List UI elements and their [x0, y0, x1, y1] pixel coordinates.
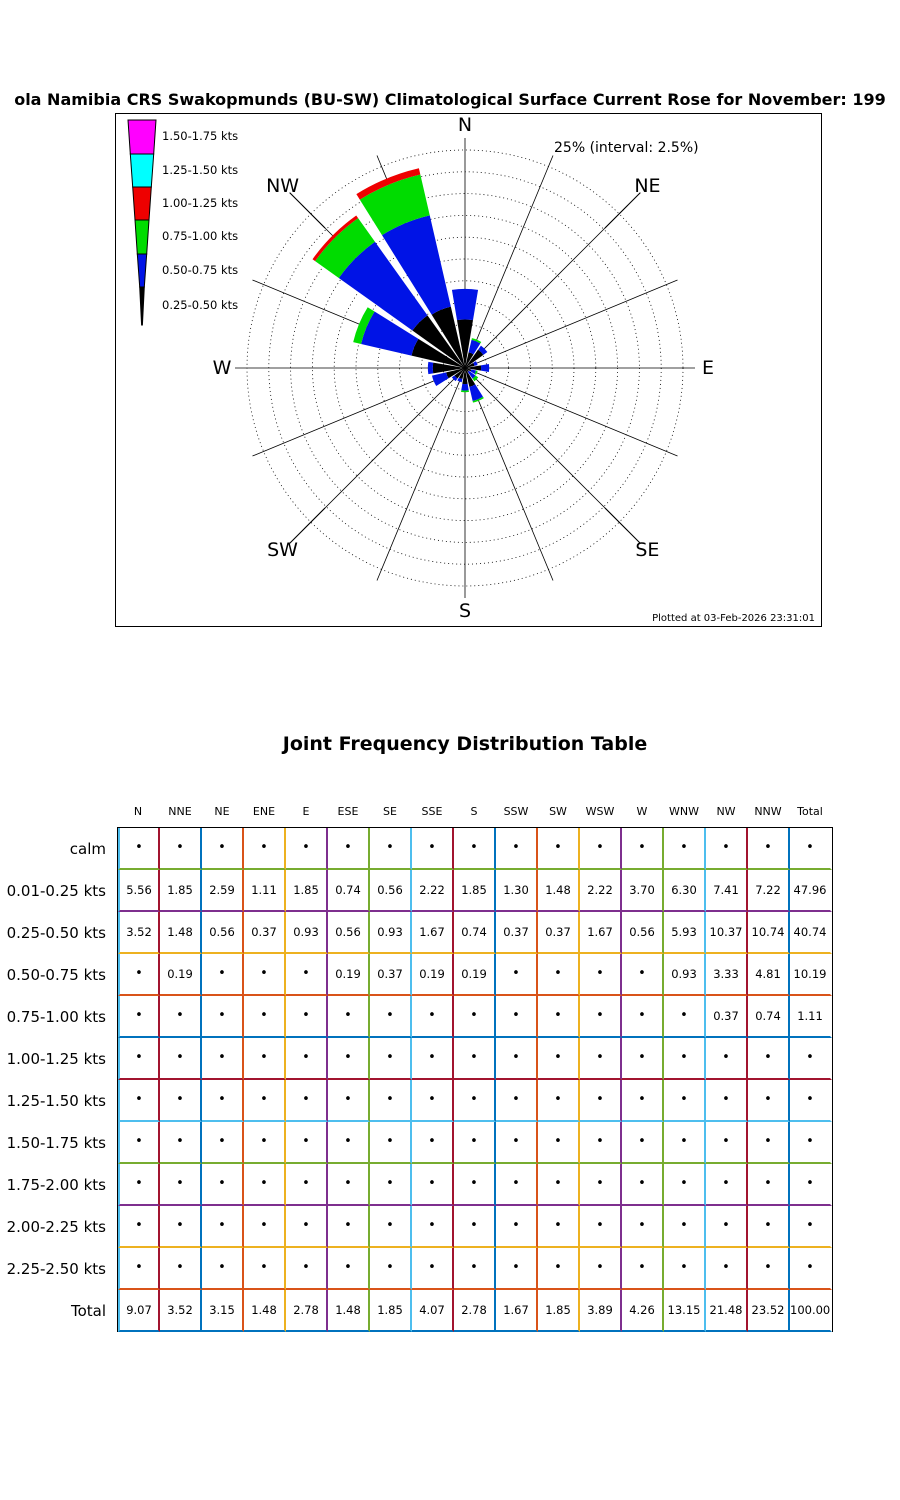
table-cell: • [370, 1206, 412, 1248]
table-cell: 0.19 [160, 954, 202, 996]
table-cell: • [538, 996, 580, 1038]
table-cell: • [496, 828, 538, 870]
table-cell: • [706, 1164, 748, 1206]
table-cell: • [286, 1080, 328, 1122]
table-cell: • [118, 1122, 160, 1164]
table-cell: • [580, 828, 622, 870]
plotted-at-note: Plotted at 03-Feb-2026 23:31:01 [652, 613, 815, 624]
table-cell: • [244, 1038, 286, 1080]
column-header: NNE [168, 805, 192, 818]
table-cell: • [286, 1164, 328, 1206]
compass-label-sw: SW [267, 539, 298, 562]
column-header: Total [797, 805, 823, 818]
table-cell: • [622, 1206, 664, 1248]
column-header: SSE [421, 805, 443, 818]
table-cell: • [664, 1164, 706, 1206]
table-cell: • [328, 1038, 370, 1080]
table-cell: • [202, 1248, 244, 1290]
table-cell: • [790, 1080, 832, 1122]
table-cell: • [496, 1206, 538, 1248]
table-cell: 7.22 [748, 870, 790, 912]
compass-label-w: W [212, 357, 232, 379]
compass-label-e: E [701, 357, 714, 379]
table-cell: • [580, 954, 622, 996]
table-cell: • [748, 1206, 790, 1248]
table-cell: • [622, 1164, 664, 1206]
table-cell: 1.48 [244, 1290, 286, 1332]
table-cell: • [160, 1080, 202, 1122]
table-cell: 1.11 [790, 996, 832, 1038]
table-cell: 2.22 [412, 870, 454, 912]
table-cell: • [664, 1248, 706, 1290]
table-cell: • [118, 1164, 160, 1206]
table-cell: • [412, 1080, 454, 1122]
table-row-labels [0, 828, 106, 1332]
table-cell: • [118, 1080, 160, 1122]
table-cell: • [538, 828, 580, 870]
table-cell: • [706, 1080, 748, 1122]
table-cell: 10.19 [790, 954, 832, 996]
table-cell: • [244, 954, 286, 996]
table-cell: 0.74 [748, 996, 790, 1038]
table-cell: • [370, 1248, 412, 1290]
current-rose-chart [115, 113, 822, 627]
table-cell: • [664, 1206, 706, 1248]
table-cell: 3.15 [202, 1290, 244, 1332]
table-cell: 3.33 [706, 954, 748, 996]
column-header: NW [716, 805, 736, 818]
table-cell: 0.37 [370, 954, 412, 996]
table-cell: • [160, 828, 202, 870]
table-cell: • [580, 1038, 622, 1080]
legend-swatch [140, 287, 145, 325]
table-cell: • [454, 1122, 496, 1164]
table-cell: 1.85 [454, 870, 496, 912]
table-cell: • [790, 828, 832, 870]
table-cell: • [118, 1038, 160, 1080]
table-cell: • [370, 1164, 412, 1206]
compass-label-se: SE [635, 539, 660, 562]
table-cell: 6.30 [664, 870, 706, 912]
column-header: NE [214, 805, 230, 818]
table-cell: • [496, 1080, 538, 1122]
table-column-headers [117, 801, 831, 823]
column-header: SE [383, 805, 397, 818]
table-cell: • [412, 1122, 454, 1164]
table-cell: • [706, 1122, 748, 1164]
table-cell: • [538, 1164, 580, 1206]
table-cell: • [664, 996, 706, 1038]
table-cell: 3.52 [118, 912, 160, 954]
table-cell: • [454, 828, 496, 870]
table-cell: • [160, 1122, 202, 1164]
table-cell: • [286, 1038, 328, 1080]
table-cell: 1.48 [538, 870, 580, 912]
table-cell: • [664, 828, 706, 870]
column-header: SW [549, 805, 567, 818]
table-cell: 0.19 [412, 954, 454, 996]
table-cell: • [580, 1248, 622, 1290]
table-cell: • [370, 1080, 412, 1122]
petal-wsw [432, 372, 449, 386]
table-cell: 1.48 [328, 1290, 370, 1332]
table-cell: • [202, 1164, 244, 1206]
table-cell: • [622, 1122, 664, 1164]
table-cell: • [244, 1248, 286, 1290]
table-cell: 9.07 [118, 1290, 160, 1332]
column-header: SSW [503, 805, 529, 818]
row-label: 0.25-0.50 kts [6, 924, 106, 942]
table-cell: • [370, 1122, 412, 1164]
table-cell: • [160, 996, 202, 1038]
compass-label-s: S [458, 600, 472, 622]
table-cell: 0.37 [706, 996, 748, 1038]
column-header: WSW [585, 805, 615, 818]
table-cell: 2.22 [580, 870, 622, 912]
table-cell: 0.37 [244, 912, 286, 954]
table-cell: • [286, 828, 328, 870]
table-cell: 2.78 [286, 1290, 328, 1332]
table-cell: 13.15 [664, 1290, 706, 1332]
table-cell: • [244, 1122, 286, 1164]
row-label: 2.25-2.50 kts [6, 1260, 106, 1278]
label-leader-line [605, 193, 640, 228]
table-cell: • [538, 1122, 580, 1164]
grid-spoke [465, 205, 628, 368]
table-cell: • [790, 1122, 832, 1164]
table-cell: • [286, 954, 328, 996]
table-cell: • [118, 1248, 160, 1290]
legend-label: 0.75-1.00 kts [162, 229, 239, 243]
table-cell: • [202, 1206, 244, 1248]
table-cell: • [244, 1206, 286, 1248]
table-cell: 0.56 [202, 912, 244, 954]
table-cell: • [748, 1164, 790, 1206]
table-cell: • [622, 954, 664, 996]
legend-swatch [135, 220, 149, 254]
table-cell: • [538, 1206, 580, 1248]
table-cell: • [160, 1038, 202, 1080]
table-cell: 23.52 [748, 1290, 790, 1332]
row-label: calm [69, 840, 106, 858]
table-cell: 5.56 [118, 870, 160, 912]
table-cell: • [118, 828, 160, 870]
table-cell: • [664, 1080, 706, 1122]
table-cell: • [160, 1206, 202, 1248]
table-cell: 1.30 [496, 870, 538, 912]
page-title: ola Namibia CRS Swakopmunds (BU-SW) Climatological Surface Current Rose for November: 199 [14, 90, 886, 109]
table-cell: • [664, 1038, 706, 1080]
grid-spoke [465, 280, 677, 368]
legend-label: 1.50-1.75 kts [162, 129, 239, 143]
table-cell: • [748, 1080, 790, 1122]
table-cell: • [160, 1164, 202, 1206]
legend-label: 1.25-1.50 kts [162, 162, 239, 177]
table-cell: • [328, 828, 370, 870]
table-cell: • [412, 828, 454, 870]
table-cell: 0.37 [538, 912, 580, 954]
table-cell: • [496, 1164, 538, 1206]
table-cell: • [790, 1248, 832, 1290]
table-cell: 21.48 [706, 1290, 748, 1332]
column-header: ESE [337, 805, 359, 818]
table-cell: 0.93 [370, 912, 412, 954]
table-cell: • [412, 1206, 454, 1248]
legend-swatch [137, 254, 146, 287]
table-cell: • [706, 1248, 748, 1290]
table-cell: 0.74 [454, 912, 496, 954]
table-cell: • [496, 1248, 538, 1290]
row-label: 0.01-0.25 kts [6, 882, 106, 900]
table-cell: 3.52 [160, 1290, 202, 1332]
table-cell: 1.85 [160, 870, 202, 912]
table-cell: • [118, 996, 160, 1038]
table-cell: • [118, 954, 160, 996]
row-label: 1.75-2.00 kts [6, 1176, 106, 1194]
table-cell: 10.74 [748, 912, 790, 954]
table-cell: • [580, 1164, 622, 1206]
scale-annotation: 25% (interval: 2.5%) [554, 140, 699, 156]
table-cell: • [286, 1206, 328, 1248]
table-cell: • [328, 1248, 370, 1290]
table-cell: • [538, 1080, 580, 1122]
grid-spoke [302, 368, 465, 531]
table-cell: • [790, 1206, 832, 1248]
legend-swatch [128, 120, 156, 154]
table-cell: 0.37 [496, 912, 538, 954]
column-header: WNW [669, 805, 699, 818]
petal-s [461, 384, 468, 391]
table-cell: 1.85 [538, 1290, 580, 1332]
table-cell: 1.48 [160, 912, 202, 954]
compass-label-n: N [457, 114, 473, 136]
table-cell: • [496, 954, 538, 996]
legend-label: 0.50-0.75 kts [162, 262, 239, 277]
table-cell: 7.41 [706, 870, 748, 912]
table-cell: • [790, 1164, 832, 1206]
table-cell: 0.93 [664, 954, 706, 996]
legend-label: 1.00-1.25 kts [162, 195, 239, 210]
table-cell: • [706, 828, 748, 870]
table-cell: • [202, 996, 244, 1038]
table-cell: • [538, 1038, 580, 1080]
petal-w [428, 362, 433, 374]
table-cell: 1.67 [580, 912, 622, 954]
compass-label-nw: NW [266, 174, 300, 197]
table-cell: 10.37 [706, 912, 748, 954]
table-cell: 2.59 [202, 870, 244, 912]
row-label: 1.50-1.75 kts [6, 1134, 106, 1152]
table-cell: • [412, 1038, 454, 1080]
legend-label: 0.25-0.50 kts [162, 298, 239, 312]
table-cell: • [328, 1122, 370, 1164]
table-cell: 4.26 [622, 1290, 664, 1332]
table-cell: • [202, 954, 244, 996]
petal-e [481, 364, 489, 372]
table-cell: • [580, 1080, 622, 1122]
table-cell: 1.11 [244, 870, 286, 912]
table-cell: 100.00 [790, 1290, 832, 1332]
table-cell: • [202, 1038, 244, 1080]
table-cell: • [202, 1080, 244, 1122]
table-cell: • [244, 1080, 286, 1122]
table-cell: 47.96 [790, 870, 832, 912]
column-header: E [302, 805, 310, 818]
column-header: W [636, 805, 648, 818]
table-cell: • [454, 1248, 496, 1290]
table-cell: • [454, 1164, 496, 1206]
table-cell: • [706, 1206, 748, 1248]
label-leader-line [290, 193, 325, 228]
table-cell: • [328, 996, 370, 1038]
table-cell: • [622, 996, 664, 1038]
table-cell: • [286, 1122, 328, 1164]
table-cell: • [202, 1122, 244, 1164]
table-cell: • [622, 1080, 664, 1122]
table-cell: • [748, 828, 790, 870]
table-cell: 0.19 [454, 954, 496, 996]
table-cell: • [748, 1248, 790, 1290]
table-cell: • [580, 1206, 622, 1248]
table-cell: 40.74 [790, 912, 832, 954]
table-cell: • [244, 828, 286, 870]
table-cell: 3.70 [622, 870, 664, 912]
table-cell: • [286, 996, 328, 1038]
table-cell: 0.56 [622, 912, 664, 954]
grid-spoke [465, 368, 677, 456]
row-label: 1.25-1.50 kts [6, 1092, 106, 1110]
table-cell: • [538, 954, 580, 996]
table-cell: 0.93 [286, 912, 328, 954]
grid-spoke [377, 368, 465, 580]
table-cell: • [790, 1038, 832, 1080]
table-cell: 0.19 [328, 954, 370, 996]
table-cell: • [622, 1038, 664, 1080]
table-cell: 4.07 [412, 1290, 454, 1332]
table-cell: • [286, 1248, 328, 1290]
table-cell: • [580, 1122, 622, 1164]
row-label: 0.75-1.00 kts [6, 1008, 106, 1026]
table-cell: • [496, 996, 538, 1038]
row-label: 1.00-1.25 kts [6, 1050, 106, 1068]
row-label: 0.50-0.75 kts [6, 966, 106, 984]
column-header: S [470, 805, 478, 818]
table-cell: • [748, 1038, 790, 1080]
table-cell: • [160, 1248, 202, 1290]
table-cell: • [118, 1206, 160, 1248]
table-cell: • [496, 1038, 538, 1080]
table-cell: 1.67 [412, 912, 454, 954]
legend-swatch [130, 154, 153, 187]
table-cell: • [622, 1248, 664, 1290]
column-header: N [133, 805, 143, 818]
table-cell: 2.78 [454, 1290, 496, 1332]
petal-n [452, 289, 478, 320]
table-cell: • [454, 1080, 496, 1122]
table-cell: • [370, 828, 412, 870]
table-cell: • [454, 996, 496, 1038]
table-cell: • [370, 996, 412, 1038]
grid-spoke [465, 368, 628, 531]
row-label: 2.00-2.25 kts [6, 1218, 106, 1236]
table-cell: 0.74 [328, 870, 370, 912]
table-cell: 1.85 [286, 870, 328, 912]
table-cell: • [706, 1038, 748, 1080]
grid-spoke [465, 156, 553, 368]
row-label: Total [70, 1302, 106, 1320]
table-cell: • [622, 828, 664, 870]
table-cell: 0.56 [370, 870, 412, 912]
table-cell: 1.67 [496, 1290, 538, 1332]
table-cell: • [538, 1248, 580, 1290]
table-cell: • [328, 1206, 370, 1248]
table-cell: • [412, 1248, 454, 1290]
joint-frequency-table [117, 827, 833, 1332]
table-cell: • [496, 1122, 538, 1164]
table-cell: 5.93 [664, 912, 706, 954]
table-cell: • [664, 1122, 706, 1164]
table-cell: • [328, 1080, 370, 1122]
table-cell: • [412, 1164, 454, 1206]
column-header: ENE [252, 805, 276, 818]
table-cell: • [454, 1038, 496, 1080]
table-cell: • [244, 996, 286, 1038]
table-cell: • [580, 996, 622, 1038]
table-cell: • [328, 1164, 370, 1206]
table-cell: 0.56 [328, 912, 370, 954]
table-title: Joint Frequency Distribution Table [282, 733, 648, 755]
legend-swatch [133, 187, 152, 220]
table-cell: • [412, 996, 454, 1038]
table-cell: 1.85 [370, 1290, 412, 1332]
table-cell: • [748, 1122, 790, 1164]
table-cell: • [454, 1206, 496, 1248]
grid-spoke [253, 368, 465, 456]
table-cell: • [370, 1038, 412, 1080]
table-cell: 3.89 [580, 1290, 622, 1332]
compass-label-ne: NE [634, 174, 661, 197]
table-cell: • [202, 828, 244, 870]
table-cell: 4.81 [748, 954, 790, 996]
column-header: NNW [754, 805, 782, 818]
table-cell: • [244, 1164, 286, 1206]
